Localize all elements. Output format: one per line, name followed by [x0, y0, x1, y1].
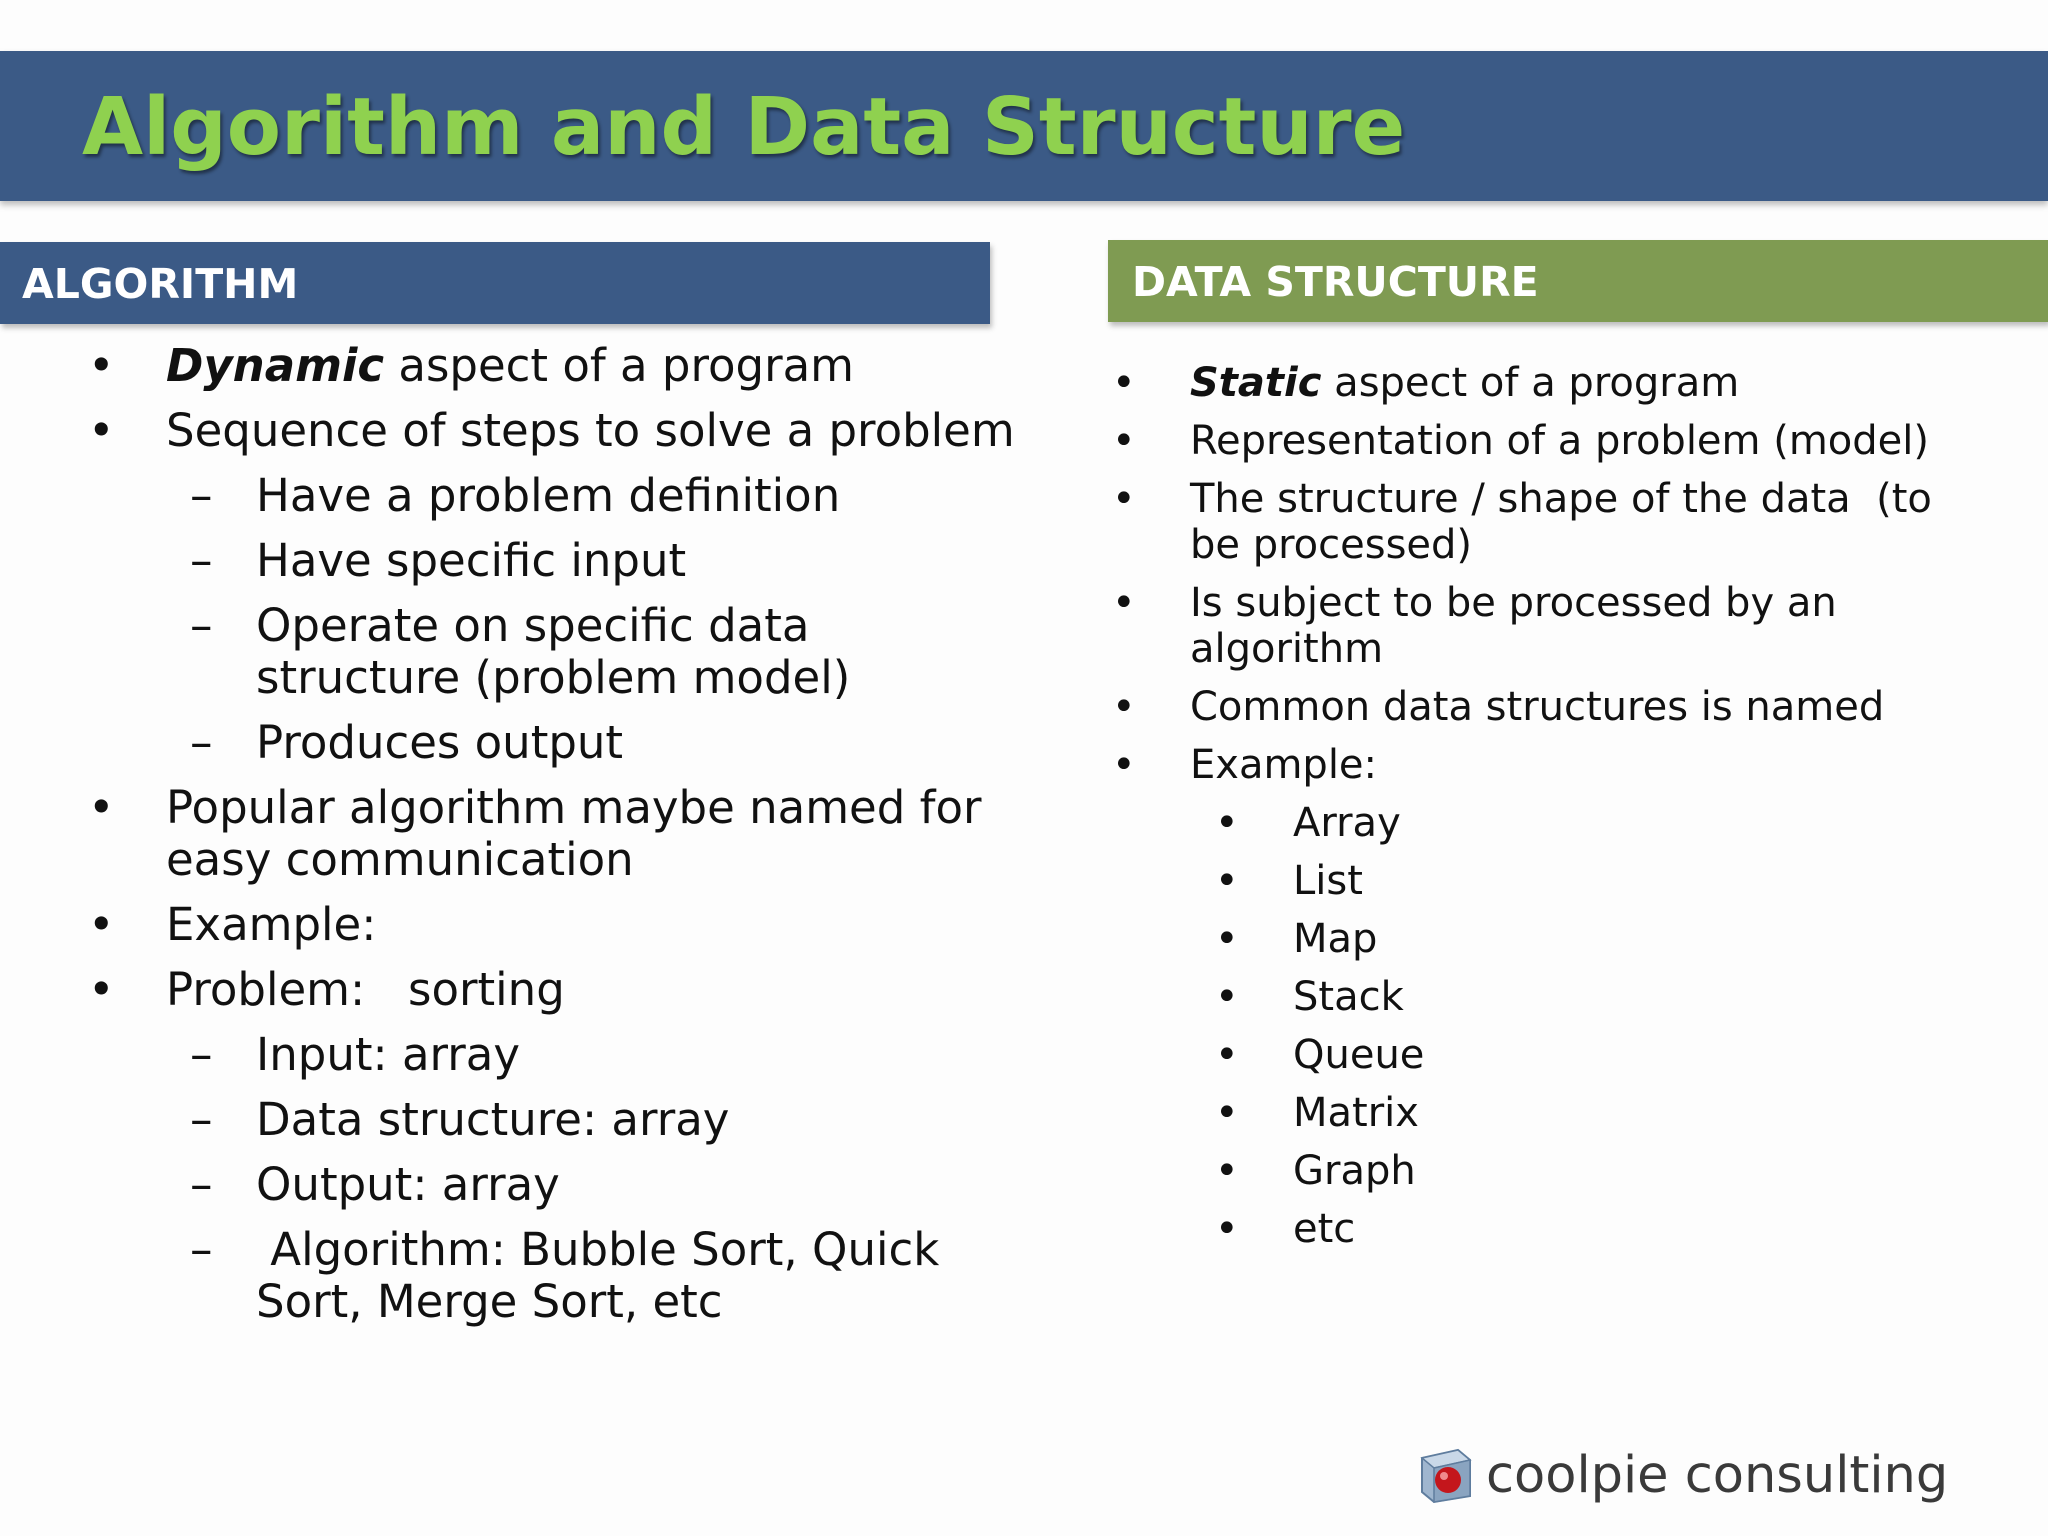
- bullet-marker: •: [1112, 580, 1136, 626]
- bullet-marker: •: [88, 898, 115, 951]
- data-structure-list-item-bullet: [0, 742, 2048, 788]
- bullet-marker: •: [88, 963, 115, 1016]
- bullet-marker: •: [1215, 916, 1239, 962]
- coolpie-cube-icon: [1414, 1444, 1476, 1506]
- item-text: The structure / shape of the data (to be processed): [1190, 476, 1932, 568]
- bullet-marker: •: [88, 339, 115, 392]
- data-structure-list-item-bullet: [0, 476, 2048, 568]
- title-bar: [0, 51, 2048, 201]
- item-text: Map: [1293, 916, 1378, 962]
- bullet-marker: •: [1215, 1206, 1239, 1252]
- item-text: Algorithm: Bubble Sort, Quick Sort, Merge Sort, etc: [256, 1223, 940, 1328]
- item-text: Example:: [166, 898, 377, 951]
- emphasis-text: Dynamic: [166, 339, 385, 392]
- data-structure-list-item-bullet: [0, 360, 2048, 406]
- bullet-marker: •: [1215, 1090, 1239, 1136]
- data-structure-header-label: DATA STRUCTURE: [1132, 258, 1539, 306]
- data-structure-list-item-sub-bullet: [0, 1148, 2048, 1194]
- bullet-marker: •: [1112, 742, 1136, 788]
- item-text: List: [1293, 858, 1363, 904]
- item-text: Graph: [1293, 1148, 1416, 1194]
- dash-marker: –: [190, 716, 213, 769]
- data-structure-list-item-sub-bullet: [0, 916, 2048, 962]
- logo-text: coolpie consulting: [1486, 1445, 1949, 1505]
- slide-title: Algorithm and Data Structure: [82, 81, 1406, 173]
- item-text: Output: array: [256, 1158, 560, 1211]
- bullet-marker: •: [1215, 1148, 1239, 1194]
- item-text: Data structure: array: [256, 1093, 730, 1146]
- item-text: Have a problem definition: [256, 469, 841, 522]
- dash-marker: –: [190, 1223, 213, 1276]
- item-text: Queue: [1293, 1032, 1425, 1078]
- bullet-marker: •: [1215, 1032, 1239, 1078]
- item-text: Operate on specific data structure (problem model): [256, 599, 851, 704]
- item-text: Common data structures is named: [1190, 684, 1885, 730]
- data-structure-list: [0, 360, 2048, 1264]
- data-structure-list-item-sub-bullet: [0, 1206, 2048, 1252]
- dash-marker: –: [190, 534, 213, 587]
- algorithm-header-label: ALGORITHM: [22, 260, 299, 308]
- item-text: etc: [1293, 1206, 1356, 1252]
- data-structure-list-item-bullet: [0, 418, 2048, 464]
- data-structure-list-item-bullet: [0, 580, 2048, 672]
- item-text: Input: array: [256, 1028, 520, 1081]
- dash-marker: –: [190, 1158, 213, 1211]
- bullet-marker: •: [1112, 418, 1136, 464]
- emphasis-text: Static: [1190, 360, 1322, 406]
- item-text: Problem: sorting: [166, 963, 565, 1016]
- item-text: Stack: [1293, 974, 1404, 1020]
- company-logo: [1414, 1440, 1948, 1510]
- dash-marker: –: [190, 1028, 213, 1081]
- item-text: Popular algorithm maybe named for easy communication: [166, 781, 982, 886]
- item-text: aspect of a program: [384, 339, 855, 392]
- item-text: Is subject to be processed by an algorithm: [1190, 580, 1837, 672]
- data-structure-list-item-sub-bullet: [0, 1032, 2048, 1078]
- item-text: aspect of a program: [1321, 360, 1740, 406]
- data-structure-list-item-sub-bullet: [0, 858, 2048, 904]
- item-text: Representation of a problem (model): [1190, 418, 1929, 464]
- bullet-marker: •: [88, 404, 115, 457]
- algorithm-header: [0, 242, 990, 324]
- dash-marker: –: [190, 469, 213, 522]
- dash-marker: –: [190, 1093, 213, 1146]
- data-structure-list-item-sub-bullet: [0, 800, 2048, 846]
- data-structure-list-item-sub-bullet: [0, 974, 2048, 1020]
- item-text: Produces output: [256, 716, 624, 769]
- item-text: Have specific input: [256, 534, 687, 587]
- item-text: Array: [1293, 800, 1401, 846]
- bullet-marker: •: [1112, 684, 1136, 730]
- data-structure-list-item-sub-bullet: [0, 1090, 2048, 1136]
- bullet-marker: •: [1112, 360, 1136, 406]
- item-text: Sequence of steps to solve a problem: [166, 404, 1015, 457]
- bullet-marker: •: [1215, 974, 1239, 1020]
- dash-marker: –: [190, 599, 213, 652]
- bullet-marker: •: [1215, 800, 1239, 846]
- bullet-marker: •: [1112, 476, 1136, 522]
- item-text: Matrix: [1293, 1090, 1419, 1136]
- bullet-marker: •: [88, 781, 115, 834]
- data-structure-header: [1108, 240, 2048, 322]
- bullet-marker: •: [1215, 858, 1239, 904]
- data-structure-list-item-bullet: [0, 684, 2048, 730]
- item-text: Example:: [1190, 742, 1378, 788]
